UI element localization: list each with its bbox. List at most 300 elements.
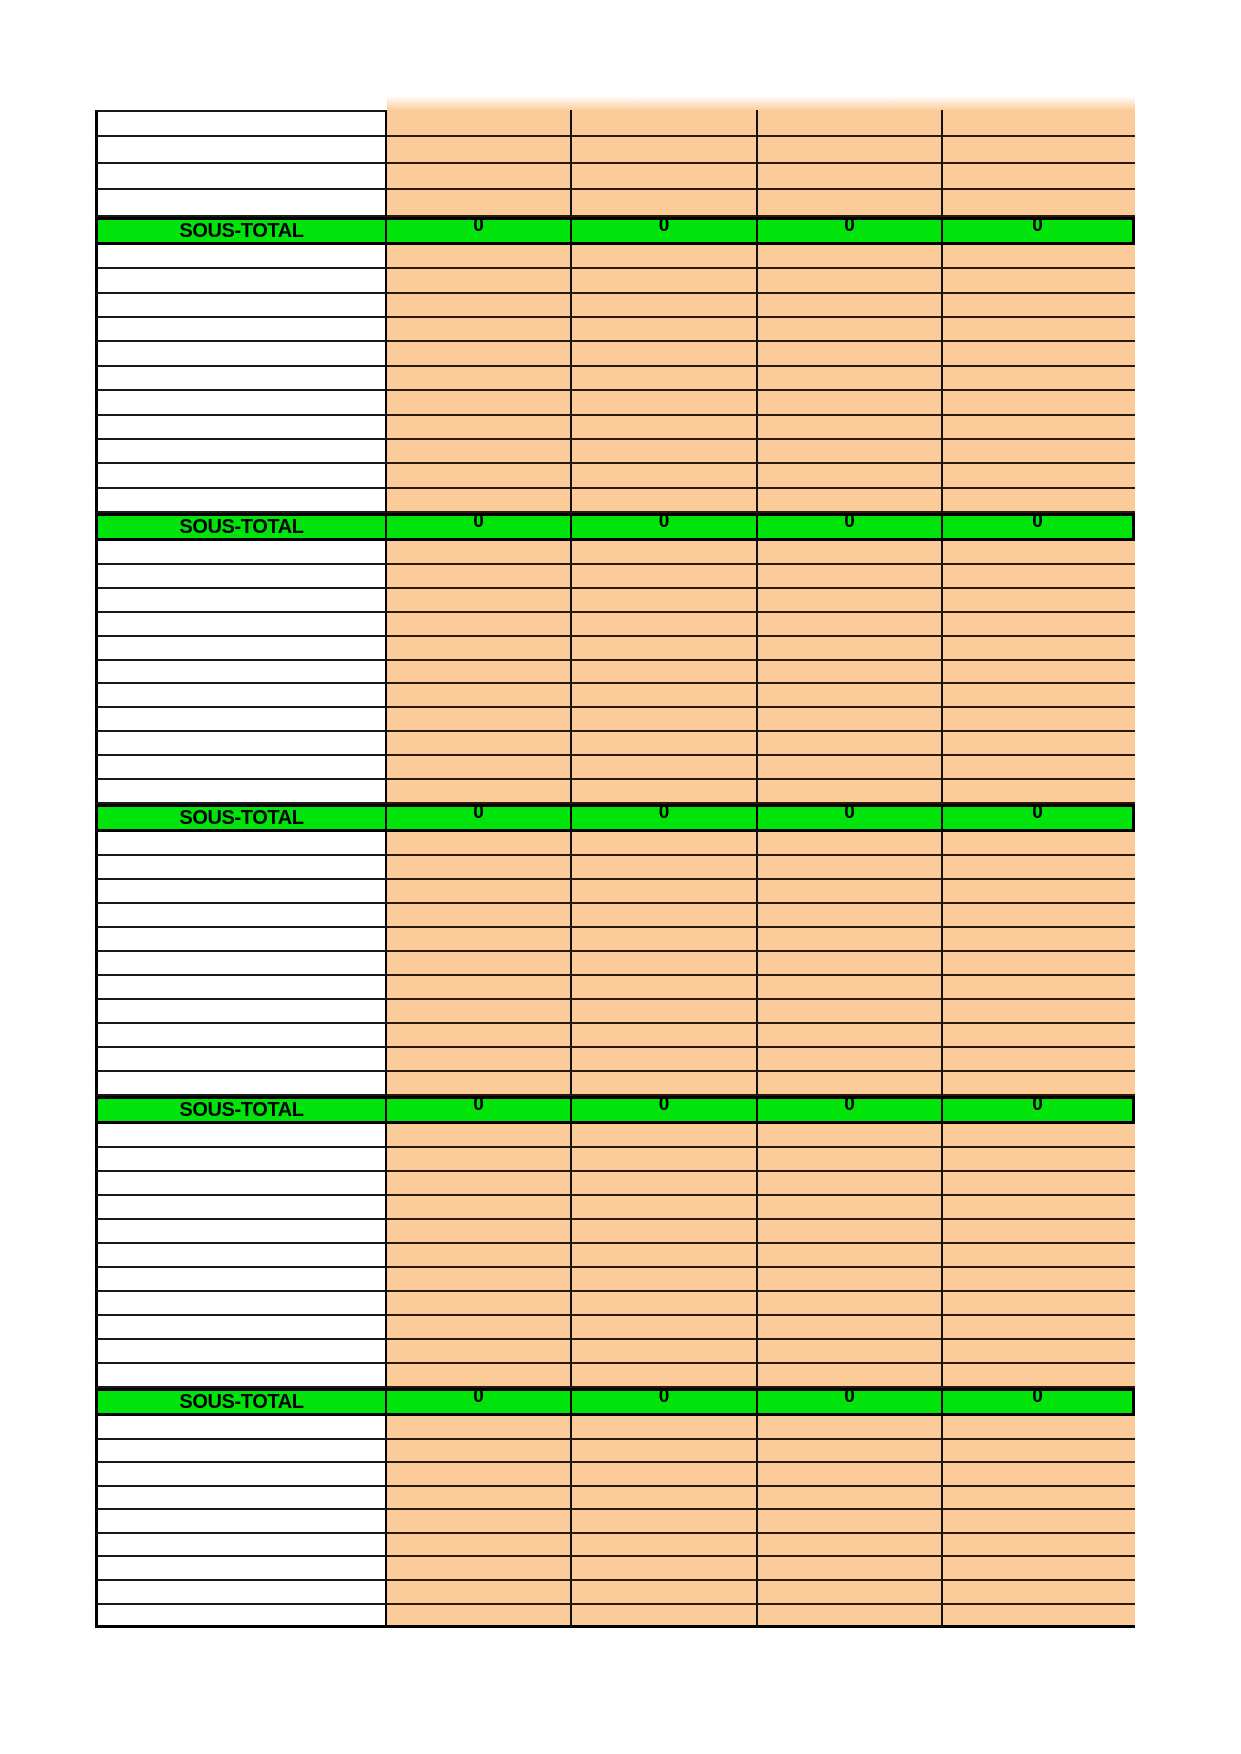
table-row <box>95 1148 1135 1172</box>
value-cell <box>943 565 1135 589</box>
subtotal-row <box>95 1093 1135 1124</box>
value-cell <box>758 416 943 440</box>
value-cell <box>758 489 943 513</box>
value-cell <box>758 245 943 269</box>
label-cell <box>95 1534 387 1558</box>
value-cell <box>943 1244 1135 1268</box>
table-row <box>95 613 1135 637</box>
value-cell <box>572 904 758 928</box>
value-cell <box>572 269 758 293</box>
label-cell <box>95 416 387 440</box>
subtotal-label: SOUS-TOTAL <box>179 516 304 538</box>
label-cell <box>95 391 387 415</box>
value-cell <box>387 440 572 464</box>
value-cell <box>387 952 572 976</box>
label-cell <box>95 928 387 952</box>
value-cell <box>387 1340 572 1364</box>
table-row <box>95 1292 1135 1316</box>
label-cell <box>95 110 387 137</box>
label-cell <box>95 1510 387 1534</box>
table-row <box>95 1024 1135 1048</box>
label-cell <box>95 1463 387 1487</box>
value-cell <box>387 976 572 1000</box>
table-row <box>95 756 1135 780</box>
label-cell <box>95 684 387 708</box>
label-cell <box>95 1048 387 1072</box>
value-cell <box>758 164 943 191</box>
value-cell <box>387 732 572 756</box>
value-cell <box>572 1124 758 1148</box>
value-cell <box>387 1048 572 1072</box>
subtotal-value-cell <box>572 214 758 242</box>
value-cell <box>387 661 572 685</box>
table-row <box>95 367 1135 391</box>
label-cell <box>95 1292 387 1316</box>
label-cell <box>95 856 387 880</box>
table-row <box>95 1416 1135 1440</box>
label-cell <box>95 294 387 318</box>
value-cell <box>572 1292 758 1316</box>
value-cell <box>943 856 1135 880</box>
subtotal-row <box>95 214 1135 245</box>
subtotal-value: 0 <box>658 801 670 823</box>
value-cell <box>572 1487 758 1511</box>
value-cell <box>572 1000 758 1024</box>
value-cell <box>943 416 1135 440</box>
subtotal-value: 0 <box>1032 1385 1043 1407</box>
table-row <box>95 294 1135 318</box>
label-cell <box>95 1416 387 1440</box>
value-cell <box>943 1416 1135 1440</box>
value-cell <box>943 489 1135 513</box>
label-cell <box>95 1072 387 1096</box>
value-cell <box>572 952 758 976</box>
value-cell <box>943 1364 1135 1388</box>
table-section-2 <box>95 245 1135 513</box>
subtotal-value: 0 <box>1032 510 1043 532</box>
table-section-3 <box>95 541 1135 804</box>
value-cell <box>387 1124 572 1148</box>
value-cell <box>758 110 943 137</box>
value-cell <box>387 1557 572 1581</box>
value-cell <box>758 904 943 928</box>
value-cell <box>387 1364 572 1388</box>
label-cell <box>95 1316 387 1340</box>
value-cell <box>943 1581 1135 1605</box>
value-cell <box>758 1148 943 1172</box>
value-cell <box>572 1510 758 1534</box>
value-cell <box>572 1534 758 1558</box>
value-cell <box>387 880 572 904</box>
value-cell <box>572 756 758 780</box>
value-cell <box>387 137 572 164</box>
value-cell <box>572 110 758 137</box>
label-cell <box>95 1172 387 1196</box>
value-cell <box>943 294 1135 318</box>
value-cell <box>387 1072 572 1096</box>
value-cell <box>758 589 943 613</box>
value-cell <box>572 541 758 565</box>
table-row <box>95 1463 1135 1487</box>
value-cell <box>758 613 943 637</box>
subtotal-value-cell <box>387 1093 572 1121</box>
label-cell <box>95 780 387 804</box>
label-cell <box>95 708 387 732</box>
value-cell <box>387 780 572 804</box>
table-row <box>95 1316 1135 1340</box>
table-row <box>95 541 1135 565</box>
subtotal-value: 0 <box>1032 801 1043 823</box>
subtotal-value: 0 <box>473 510 484 532</box>
value-cell <box>572 708 758 732</box>
label-cell <box>95 1487 387 1511</box>
subtotal-value-cell <box>572 1385 758 1413</box>
subtotal-label-cell <box>98 1391 387 1413</box>
value-cell <box>758 1244 943 1268</box>
value-cell <box>387 904 572 928</box>
value-cell <box>943 1024 1135 1048</box>
subtotal-label-cell <box>98 1099 387 1121</box>
value-cell <box>758 1416 943 1440</box>
subtotal-label-cell <box>98 807 387 829</box>
table-row <box>95 1534 1135 1558</box>
value-cell <box>758 637 943 661</box>
value-cell <box>758 541 943 565</box>
value-cell <box>572 1416 758 1440</box>
value-cell <box>943 1048 1135 1072</box>
table-row <box>95 589 1135 613</box>
label-cell <box>95 1124 387 1148</box>
value-cell <box>758 565 943 589</box>
value-cell <box>758 1072 943 1096</box>
value-cell <box>572 1581 758 1605</box>
value-cell <box>943 464 1135 488</box>
table-section-6 <box>95 1416 1135 1628</box>
value-cell <box>758 391 943 415</box>
subtotal-label-cell <box>98 516 387 538</box>
table-row <box>95 904 1135 928</box>
value-cell <box>387 1292 572 1316</box>
subtotal-value: 0 <box>658 1093 670 1115</box>
label-cell <box>95 976 387 1000</box>
value-cell <box>387 1220 572 1244</box>
label-cell <box>95 342 387 366</box>
value-cell <box>572 1440 758 1464</box>
table-row <box>95 110 1135 137</box>
value-cell <box>387 1172 572 1196</box>
value-cell <box>758 1463 943 1487</box>
table-row <box>95 342 1135 366</box>
subtotal-value: 0 <box>844 1093 855 1115</box>
subtotal-label-cell <box>98 220 387 242</box>
value-cell <box>387 1148 572 1172</box>
value-cell <box>943 1268 1135 1292</box>
subtotal-value-cell <box>758 510 943 538</box>
label-cell <box>95 489 387 513</box>
table-row <box>95 952 1135 976</box>
value-cell <box>387 1268 572 1292</box>
value-cell <box>572 318 758 342</box>
table-row <box>95 1487 1135 1511</box>
value-cell <box>758 1510 943 1534</box>
value-cell <box>943 1557 1135 1581</box>
subtotal-value-cell <box>572 801 758 829</box>
value-cell <box>943 245 1135 269</box>
value-cell <box>758 1124 943 1148</box>
value-cell <box>387 464 572 488</box>
label-cell <box>95 1440 387 1464</box>
subtotal-value-cell <box>758 214 943 242</box>
value-cell <box>758 269 943 293</box>
table-top-fade <box>387 96 1135 110</box>
value-cell <box>943 318 1135 342</box>
table-row <box>95 1048 1135 1072</box>
value-cell <box>387 342 572 366</box>
value-cell <box>943 1510 1135 1534</box>
subtotal-value-cell <box>572 1093 758 1121</box>
label-cell <box>95 637 387 661</box>
value-cell <box>758 342 943 366</box>
value-cell <box>572 1364 758 1388</box>
value-cell <box>943 440 1135 464</box>
subtotal-value-cell <box>758 801 943 829</box>
value-cell <box>943 708 1135 732</box>
value-cell <box>943 613 1135 637</box>
value-cell <box>758 856 943 880</box>
table-section-1 <box>95 110 1135 217</box>
table-row <box>95 1557 1135 1581</box>
value-cell <box>758 780 943 804</box>
value-cell <box>758 661 943 685</box>
value-cell <box>387 1581 572 1605</box>
label-cell <box>95 541 387 565</box>
spreadsheet-table <box>95 110 1135 1628</box>
value-cell <box>572 1072 758 1096</box>
value-cell <box>943 1463 1135 1487</box>
value-cell <box>387 367 572 391</box>
value-cell <box>572 856 758 880</box>
value-cell <box>943 1196 1135 1220</box>
label-cell <box>95 464 387 488</box>
value-cell <box>572 164 758 191</box>
table-row <box>95 732 1135 756</box>
subtotal-value-cell <box>758 1385 943 1413</box>
value-cell <box>387 589 572 613</box>
value-cell <box>572 367 758 391</box>
value-cell <box>572 1463 758 1487</box>
table-row <box>95 1220 1135 1244</box>
label-cell <box>95 832 387 856</box>
table-row <box>95 637 1135 661</box>
subtotal-value: 0 <box>473 801 484 823</box>
value-cell <box>758 1024 943 1048</box>
value-cell <box>943 1172 1135 1196</box>
value-cell <box>943 1072 1135 1096</box>
subtotal-value: 0 <box>658 1385 670 1407</box>
value-cell <box>943 137 1135 164</box>
value-cell <box>943 661 1135 685</box>
value-cell <box>943 1487 1135 1511</box>
table-row <box>95 565 1135 589</box>
value-cell <box>943 756 1135 780</box>
value-cell <box>943 391 1135 415</box>
value-cell <box>943 780 1135 804</box>
label-cell <box>95 245 387 269</box>
value-cell <box>387 856 572 880</box>
subtotal-value: 0 <box>844 1385 855 1407</box>
subtotal-label: SOUS-TOTAL <box>179 807 304 829</box>
value-cell <box>943 541 1135 565</box>
value-cell <box>943 1340 1135 1364</box>
label-cell <box>95 1268 387 1292</box>
value-cell <box>572 1196 758 1220</box>
value-cell <box>758 1220 943 1244</box>
value-cell <box>943 1440 1135 1464</box>
value-cell <box>758 1605 943 1629</box>
value-cell <box>387 928 572 952</box>
table-row <box>95 190 1135 217</box>
label-cell <box>95 732 387 756</box>
value-cell <box>387 1487 572 1511</box>
value-cell <box>572 1024 758 1048</box>
subtotal-value: 0 <box>658 214 670 236</box>
value-cell <box>387 489 572 513</box>
table-row <box>95 661 1135 685</box>
table-row <box>95 780 1135 804</box>
table-row <box>95 1244 1135 1268</box>
value-cell <box>758 928 943 952</box>
value-cell <box>387 684 572 708</box>
table-row <box>95 708 1135 732</box>
table-row <box>95 1605 1135 1629</box>
value-cell <box>943 110 1135 137</box>
value-cell <box>387 190 572 217</box>
label-cell <box>95 1220 387 1244</box>
value-cell <box>387 1463 572 1487</box>
label-cell <box>95 565 387 589</box>
value-cell <box>758 976 943 1000</box>
value-cell <box>572 1340 758 1364</box>
subtotal-label: SOUS-TOTAL <box>179 220 304 242</box>
value-cell <box>758 1292 943 1316</box>
table-row <box>95 489 1135 513</box>
subtotal-value-cell <box>758 1093 943 1121</box>
subtotal-value-cell <box>387 1385 572 1413</box>
value-cell <box>943 904 1135 928</box>
value-cell <box>387 637 572 661</box>
value-cell <box>572 832 758 856</box>
value-cell <box>387 708 572 732</box>
value-cell <box>387 164 572 191</box>
value-cell <box>758 1364 943 1388</box>
value-cell <box>387 1534 572 1558</box>
value-cell <box>572 1048 758 1072</box>
value-cell <box>943 880 1135 904</box>
table-row <box>95 1268 1135 1292</box>
table-row <box>95 1510 1135 1534</box>
label-cell <box>95 880 387 904</box>
value-cell <box>387 613 572 637</box>
value-cell <box>943 928 1135 952</box>
value-cell <box>758 1340 943 1364</box>
table-section-4 <box>95 832 1135 1096</box>
subtotal-value-cell <box>943 214 1132 242</box>
subtotal-value: 0 <box>473 214 484 236</box>
value-cell <box>943 1605 1135 1629</box>
subtotal-value-cell <box>943 801 1132 829</box>
value-cell <box>758 137 943 164</box>
table-row <box>95 856 1135 880</box>
subtotal-value: 0 <box>844 214 855 236</box>
label-cell <box>95 1557 387 1581</box>
value-cell <box>387 1605 572 1629</box>
label-cell <box>95 269 387 293</box>
value-cell <box>387 1510 572 1534</box>
value-cell <box>758 318 943 342</box>
value-cell <box>572 928 758 952</box>
value-cell <box>758 1440 943 1464</box>
value-cell <box>572 880 758 904</box>
label-cell <box>95 367 387 391</box>
value-cell <box>572 613 758 637</box>
table-row <box>95 318 1135 342</box>
value-cell <box>758 756 943 780</box>
value-cell <box>572 1172 758 1196</box>
value-cell <box>943 1124 1135 1148</box>
value-cell <box>943 832 1135 856</box>
value-cell <box>572 464 758 488</box>
value-cell <box>758 1534 943 1558</box>
value-cell <box>943 589 1135 613</box>
subtotal-value: 0 <box>844 801 855 823</box>
value-cell <box>572 1268 758 1292</box>
label-cell <box>95 137 387 164</box>
table-row <box>95 1072 1135 1096</box>
value-cell <box>572 1316 758 1340</box>
label-cell <box>95 1581 387 1605</box>
subtotal-row <box>95 1385 1135 1416</box>
table-section-5 <box>95 1124 1135 1388</box>
value-cell <box>572 245 758 269</box>
value-cell <box>572 1244 758 1268</box>
subtotal-value-cell <box>943 510 1132 538</box>
table-row <box>95 1340 1135 1364</box>
subtotal-value: 0 <box>658 510 670 532</box>
value-cell <box>572 342 758 366</box>
value-cell <box>572 780 758 804</box>
value-cell <box>387 391 572 415</box>
value-cell <box>943 732 1135 756</box>
value-cell <box>943 164 1135 191</box>
subtotal-value-cell <box>387 214 572 242</box>
value-cell <box>387 1196 572 1220</box>
value-cell <box>387 565 572 589</box>
value-cell <box>758 1048 943 1072</box>
value-cell <box>943 1220 1135 1244</box>
label-cell <box>95 440 387 464</box>
value-cell <box>758 684 943 708</box>
table-row <box>95 416 1135 440</box>
value-cell <box>572 190 758 217</box>
value-cell <box>758 1581 943 1605</box>
table-row <box>95 1440 1135 1464</box>
table-row <box>95 245 1135 269</box>
label-cell <box>95 756 387 780</box>
label-cell <box>95 613 387 637</box>
table-row <box>95 1364 1135 1388</box>
value-cell <box>943 367 1135 391</box>
value-cell <box>387 1316 572 1340</box>
